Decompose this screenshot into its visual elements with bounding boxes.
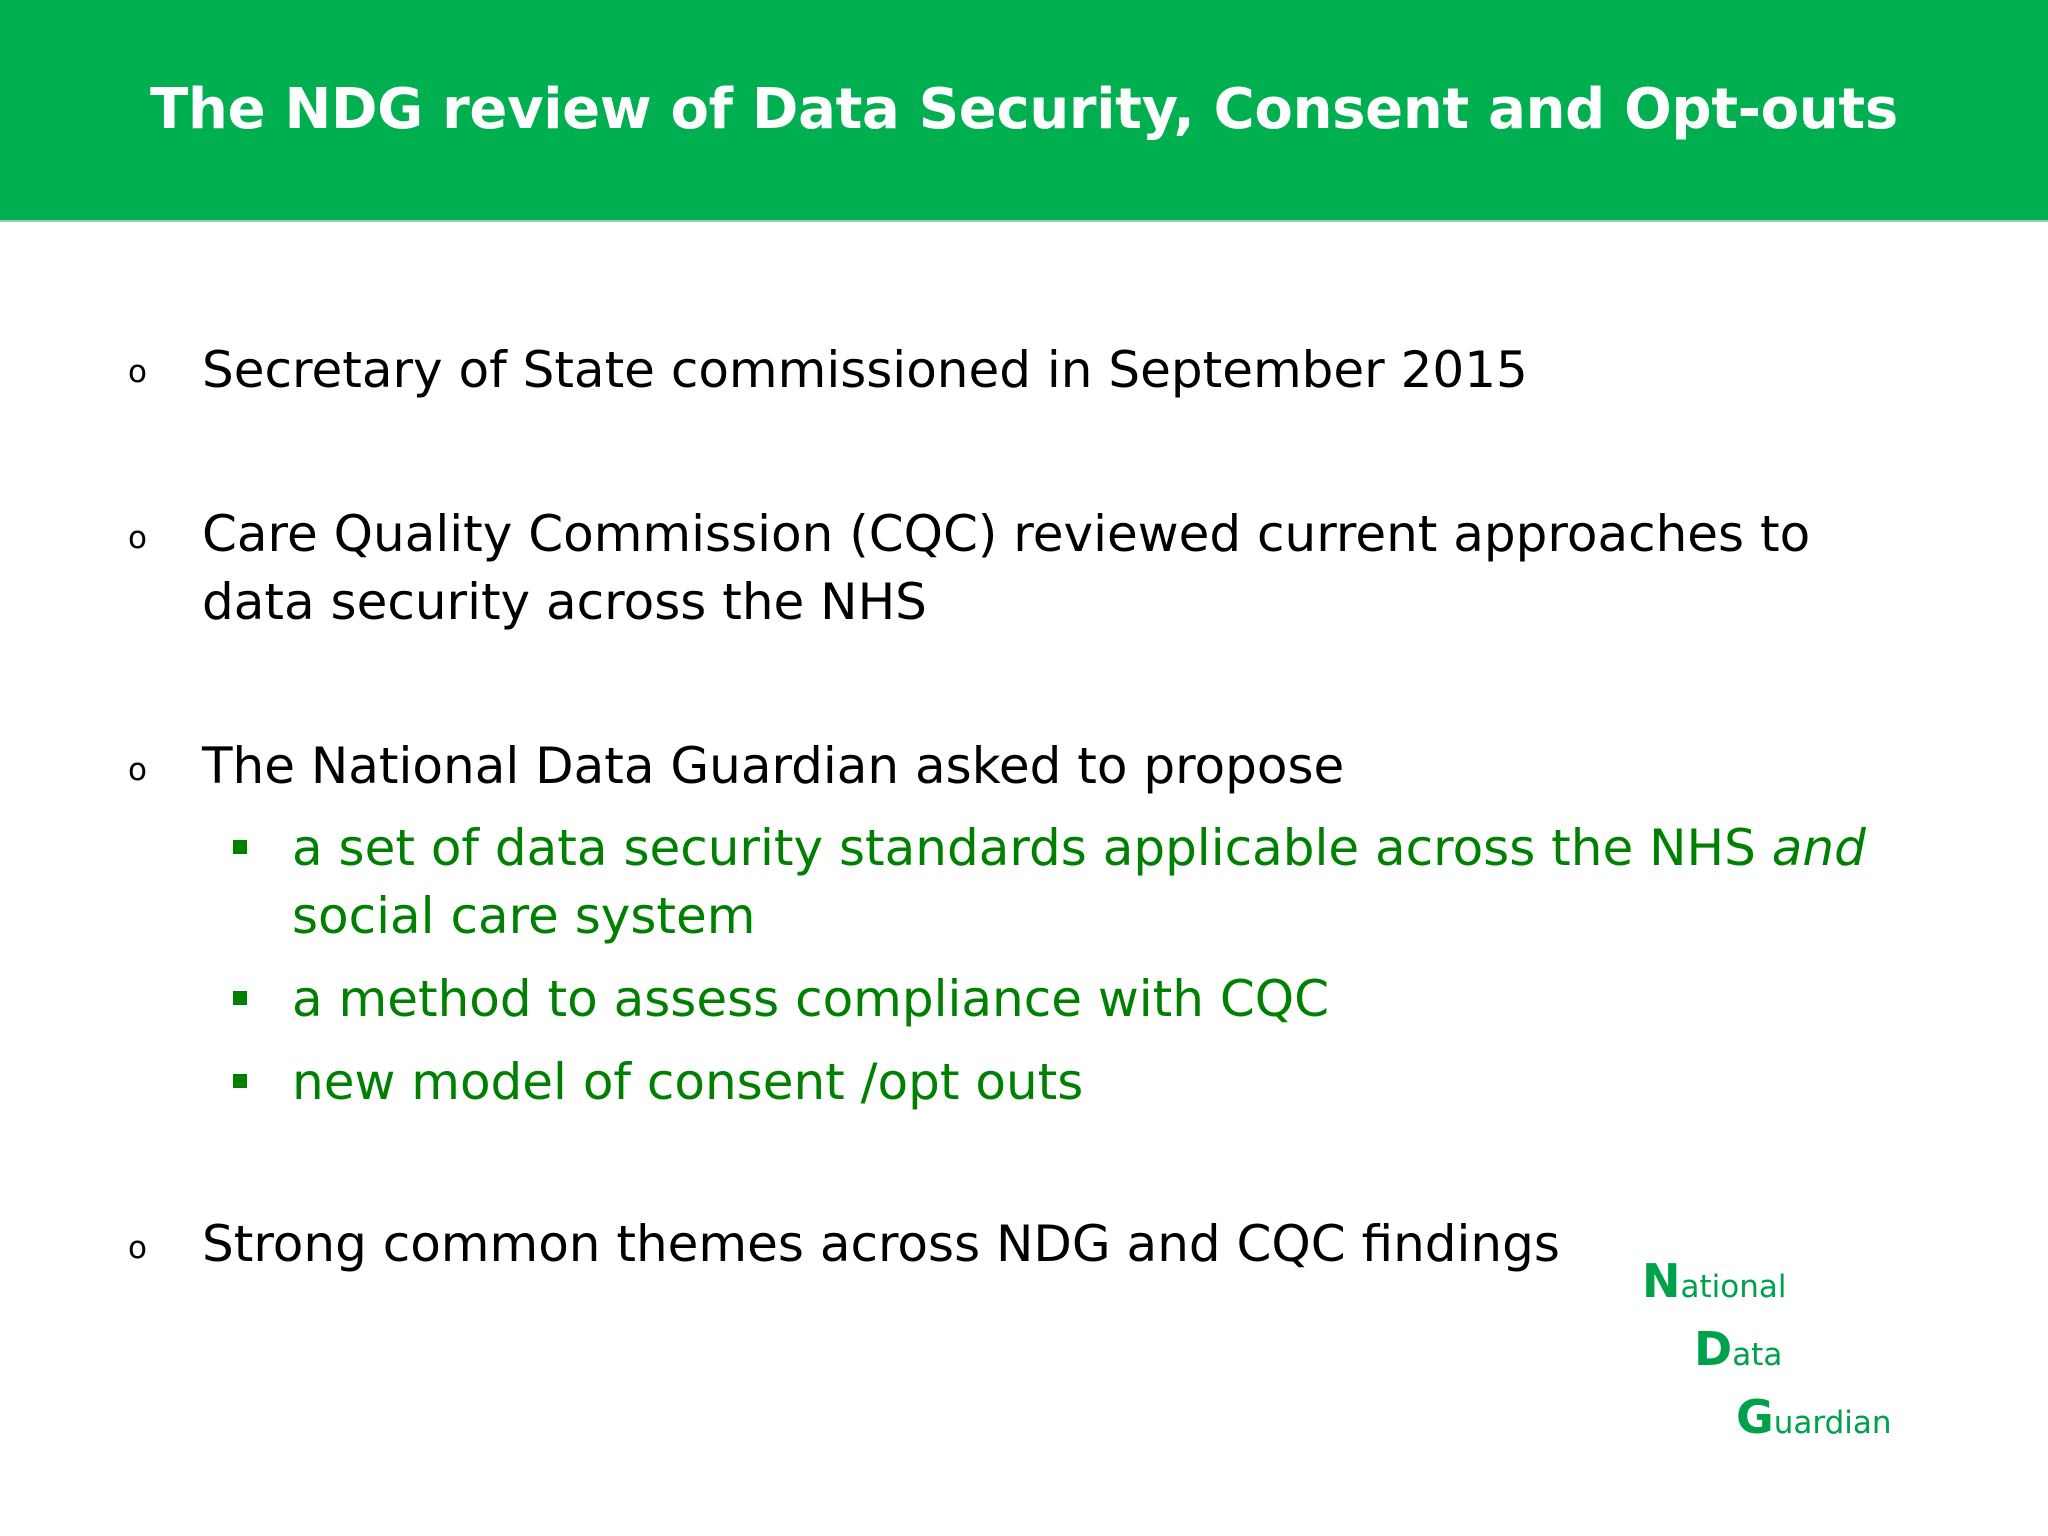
sub-bullet-text: new model of consent /opt outs	[292, 1053, 1084, 1111]
sub-bullet-text: a set of data security standards applicable across the NHS and	[292, 819, 1866, 877]
bullet-marker: o	[128, 520, 147, 556]
bullet-text: Secretary of State commissioned in September 2015	[202, 341, 1528, 399]
slide-title: The NDG review of Data Security, Consent and Opt-outs	[150, 77, 1898, 142]
sub-bullet-marker	[233, 991, 247, 1005]
bullet-marker: o	[128, 354, 147, 390]
sub-bullet-marker	[233, 1074, 247, 1088]
ndg-logo-data: Data	[1694, 1322, 1783, 1376]
sub-bullet-text-continued: social care system	[292, 887, 756, 945]
bullet-text: Strong common themes across NDG and CQC findings	[202, 1215, 1560, 1273]
bullet-marker: o	[128, 1230, 147, 1266]
bullet-text-continued: data security across the NHS	[202, 573, 927, 631]
bullet-marker: o	[128, 752, 147, 788]
sub-bullet-marker	[233, 840, 247, 854]
sub-bullet-text: a method to assess compliance with CQC	[292, 970, 1330, 1028]
bullet-text: The National Data Guardian asked to propose	[202, 737, 1345, 795]
ndg-logo-guardian: Guardian	[1736, 1390, 1892, 1444]
ndg-logo-national: National	[1642, 1254, 1787, 1308]
bullet-text: Care Quality Commission (CQC) reviewed current approaches to	[202, 505, 1811, 563]
